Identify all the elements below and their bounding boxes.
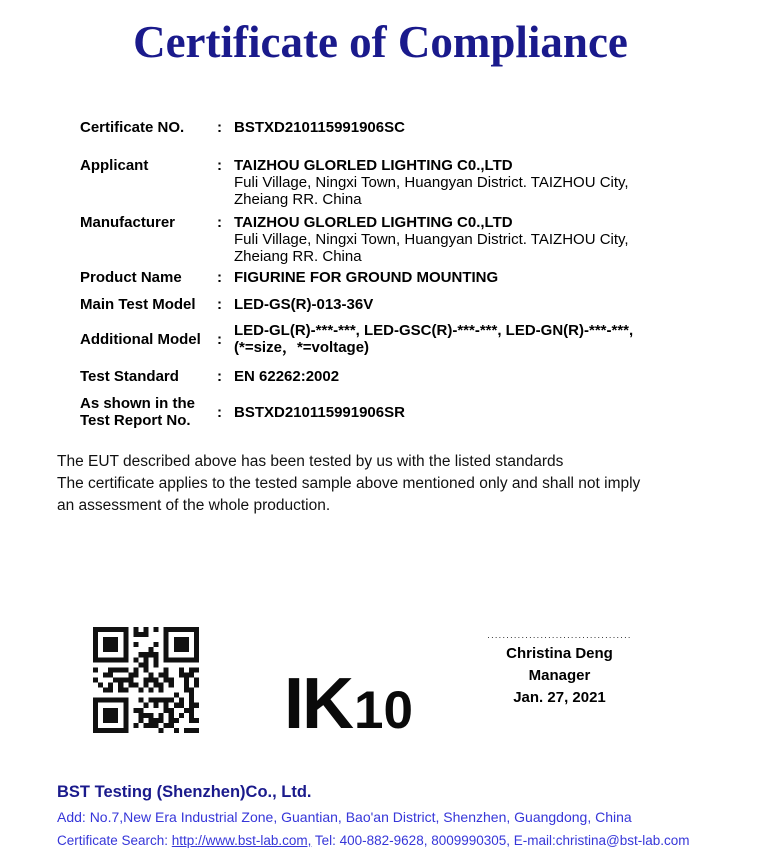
certificate-title: Certificate of Compliance (133, 17, 628, 67)
field-label: Test Standard (80, 368, 179, 386)
field-value-line2: (*=size，*=voltage) (234, 339, 370, 357)
certificate-search-label: Certificate Search: (57, 833, 172, 848)
field-value: TAIZHOU GLORLED LIGHTING C0.,LTD (234, 214, 513, 232)
field-colon: : (217, 330, 222, 348)
field-colon: : (217, 119, 222, 137)
field-value: BSTXD210115991906SR (234, 403, 405, 421)
field-value: BSTXD210115991906SC (234, 119, 405, 137)
field-label: Applicant (80, 157, 149, 175)
field-sub-line: Zheiang RR. China (234, 191, 362, 209)
field-row-manufacturer (80, 214, 761, 265)
signatory-name: Christina Deng (506, 645, 613, 662)
field-row-additional-model (80, 322, 761, 356)
field-colon: : (217, 403, 222, 421)
field-label: Manufacturer (80, 214, 176, 232)
certificate-search-url[interactable]: http://www.bst-lab.com, (171, 833, 312, 848)
company-name: BST Testing (Shenzhen)Co., Ltd. (57, 783, 312, 801)
field-value: TAIZHOU GLORLED LIGHTING C0.,LTD (234, 157, 513, 175)
field-sub-line: Fuli Village, Ningxi Town, Huangyan District. TAIZHOU City, (234, 174, 629, 192)
field-label: As shown in the Test Report No. (80, 395, 196, 430)
ik-rating-number: 10 (354, 681, 413, 740)
field-row-product-name (80, 269, 761, 286)
statement-line: The certificate applies to the tested sample above mentioned only and shall not imply (57, 475, 641, 493)
field-row-certificate-no (80, 119, 761, 136)
field-colon: : (217, 157, 222, 175)
statement-line: The EUT described above has been tested by us with the listed standards (57, 453, 564, 471)
field-label: Additional Model (80, 330, 201, 348)
field-row-test-standard (80, 368, 761, 385)
field-value: LED-GS(R)-013-36V (234, 296, 374, 314)
signatory-title: Manager (528, 667, 591, 684)
field-row-main-test-model (80, 296, 761, 313)
ik-rating (284, 664, 413, 744)
field-colon: : (217, 269, 222, 287)
signature-date: Jan. 27, 2021 (513, 689, 606, 706)
field-label: Main Test Model (80, 296, 196, 314)
field-row-test-report-no (80, 395, 761, 429)
signature-block (452, 630, 667, 709)
field-value: EN 62262:2002 (234, 368, 340, 386)
field-label: Product Name (80, 269, 182, 287)
statement-line: an assessment of the whole production. (57, 497, 331, 515)
statement-paragraph (57, 451, 721, 517)
field-label: Certificate NO. (80, 119, 185, 137)
qr-code (93, 627, 199, 733)
company-address: Add: No.7,New Era Industrial Zone, Guantian, Bao'an District, Shenzhen, Guangdong, China (57, 809, 632, 825)
contact-info: Tel: 400-882-9628, 8009990305, E-mail:christina@bst-lab.com (311, 833, 690, 848)
field-sub-line: Fuli Village, Ningxi Town, Huangyan District. TAIZHOU City, (234, 231, 629, 249)
footer (57, 783, 737, 848)
field-colon: : (217, 214, 222, 232)
field-sub-line: Zheiang RR. China (234, 248, 362, 266)
field-value: LED-GL(R)-***-***, LED-GSC(R)-***-***, LED-GN(R)-***-***, (234, 322, 634, 340)
field-colon: : (217, 368, 222, 386)
certificate-search-line (57, 833, 737, 848)
field-value: FIGURINE FOR GROUND MOUNTING (234, 269, 499, 287)
ik-rating-prefix: IK (284, 664, 352, 744)
certificate-fields (80, 119, 761, 429)
signature-dotted-line: ...................................... (487, 630, 632, 640)
field-colon: : (217, 296, 222, 314)
field-row-applicant (80, 157, 761, 208)
